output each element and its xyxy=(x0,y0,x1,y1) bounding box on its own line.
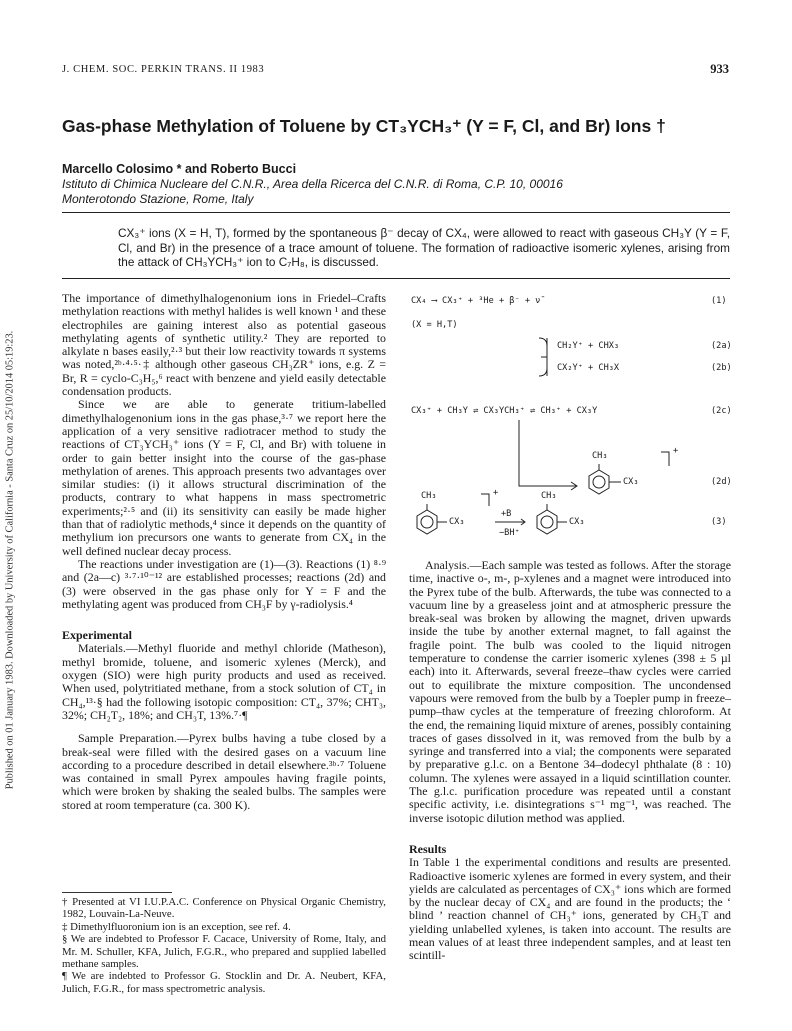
abstract: CX₃⁺ ions (X = H, T), formed by the spontaneous β⁻ decay of CX₄, were allowed to react with gaseous CH₃Y (Y = F, Cl, and Br) in the presence of a trace amount of toluene. The formation of radioactive isomeric xylenes, arising from the attack of CH₃YCH₃⁺ ion to C₇H₈, is discussed. xyxy=(118,226,730,269)
footnote-4: ¶ We are indebted to Professor G. Stocklin and Dr. A. Neubert, KFA, Julich, F.G.R., for mass spectrometric analysis. xyxy=(62,970,386,995)
journal-header: J. CHEM. SOC. PERKIN TRANS. II 1983 xyxy=(62,64,265,75)
reaction-scheme xyxy=(409,288,733,550)
results-heading: Results xyxy=(409,841,447,856)
equation-1-note: (X = H,T) xyxy=(411,320,458,330)
footnotes xyxy=(62,896,386,995)
analysis-paragraph: Analysis.—Each sample was tested as follows. After the storage time, inactive o-, m-, p-xylenes and a magnet were introduced into the Pyrex tube of the bulb. Afterwards, the tube was connected to a vacuum line by a greaseless joint and at atmospheric pressure the break-seal was broken by allowing the magnet, driven upwards inside the tube by another external magnet, to fall against the fragile point. The bulb was cooled to the liquid nitrogen temperature to condense the carrier isomeric xylenes (398 ± 5 µl each) into it. Afterwards, several freeze–thaw cycles were carried out to equilibrate the mixture composition. The uncondensed vapours were removed from the bulb by a Toepler pump in freeze–pump–thaw cycles at the temperature of freezing chloroform. At the end, the remaining liquid mixture of arenes, possibly containing traces of gases dissolved in it, was removed from the bulb by a syringe and transferred into a vial; the components were separated by preparative g.l.c. on a Bentone 34–dodecyl phthalate (8 : 10) column. The xylenes were assayed in a liquid scintillation counter. The g.l.c. purification procedure was repeated until a constant specific activity, i.e. disintegrations s⁻¹ mg⁻¹, was reached. The inverse isotopic dilution method was applied. xyxy=(409,558,731,825)
equation-2a-number: (2a) xyxy=(711,341,732,351)
eq3-plus: + xyxy=(493,488,499,498)
product-2d-ch3: CH₃ xyxy=(592,451,608,461)
footnote-rule xyxy=(62,892,172,893)
intro-paragraph-3: The reactions under investigation are (1)—(3). Reactions (1) ⁸·⁹ and (2a—c) ³·⁷·¹⁰⁻¹² are established processes; reactions (2d) and (3) were observed in the gas phase only for Y = F and the methylating agent was produced from CH₃F by γ-radiolysis.⁴ xyxy=(62,556,386,611)
equation-2b: CX₂Y⁺ + CH₃X xyxy=(557,363,620,373)
eq3-right-cx3: CX₃ xyxy=(569,517,585,527)
eq3-left-ch3: CH₃ xyxy=(421,491,437,501)
equation-2c: CX₃⁺ + CH₃Y ⇌ CX₃YCH₃⁺ ⇌ CH₃⁺ + CX₃Y xyxy=(411,406,598,416)
bottom-rule xyxy=(62,278,730,279)
intro-paragraph-1: The importance of dimethylhalogenonium ions in Friedel–Crafts methylation reactions with methyl halides is well known ¹ and these electrophiles are gaining interest also as potential gaseous methylating agents of synthetic utility.² They are reported to alkylate n bases easily,²·³ but their low reactivity towards π systems was noted,²ᵇ·⁴·⁵·‡ although other gaseous CH₃ZR⁺ ions, e.g. Z = Br, R = cyclo-C₃H₅,⁶ react with benzene and yield easily detectable condensation products. xyxy=(62,291,386,399)
affiliation-line-1: Istituto di Chimica Nucleare del C.N.R., Area della Ricerca del C.N.R. di Roma, C.P. 10, 00016 xyxy=(62,177,563,191)
download-sidebar xyxy=(4,120,16,1000)
product-2d-plus: + xyxy=(673,446,679,456)
equation-1: CX₄ ⟶ CX₃⁺ + ³He + β⁻ + ν̄ xyxy=(411,296,541,306)
eq3-left-cx3: CX₃ xyxy=(449,517,465,527)
eq3-right-ch3: CH₃ xyxy=(541,491,557,501)
affiliation xyxy=(62,177,563,207)
equation-2b-number: (2b) xyxy=(711,363,732,373)
equation-1-number: (1) xyxy=(711,296,727,306)
top-rule xyxy=(62,212,730,213)
footnote-1: † Presented at VI I.U.P.A.C. Conference on Physical Organic Chemistry, 1982, Louvain-La-Neuve. xyxy=(62,896,386,921)
sample-prep-paragraph: Sample Preparation.—Pyrex bulbs having a tube closed by a break-seal were filled with the desired gases on a vacuum line according to a procedure described in detail elsewhere.³ᵇ·⁷ Toluene was contained in small Pyrex ampoules having fragile points, which were broken by shaking the sealed bulbs. The samples were stored at room temperature (ca. 300 K). xyxy=(62,731,386,812)
authors: Marcello Colosimo * and Roberto Bucci xyxy=(62,162,297,176)
article-title: Gas-phase Methylation of Toluene by CT₃YCH₃⁺ (Y = F, Cl, and Br) Ions † xyxy=(62,116,666,136)
equation-3-number: (3) xyxy=(711,517,727,527)
left-column xyxy=(62,292,386,812)
scheme-lines xyxy=(409,288,733,550)
footnote-2: ‡ Dimethylfluoronium ion is an exception, see ref. 4. xyxy=(62,920,291,933)
experimental-heading: Experimental xyxy=(62,628,132,643)
equation-2d-number: (2d) xyxy=(711,477,732,487)
equation-2c-number: (2c) xyxy=(711,406,732,416)
product-2d-cx3: CX₃ xyxy=(623,477,639,487)
materials-paragraph: Materials.—Methyl fluoride and methyl chloride (Matheson), methyl bromide, toluene, and isomeric xylenes (Merck), and oxygen (SIO) were high purity products and used as received. When used, polytritiated methane, from a stock solution of CT₄ in CH₄,¹³·§ had the following isotopic composition: CT₄, 37%; CHT₃, 32%; CH₂T₂, 18%; and CH₃T, 13%.⁷·¶ xyxy=(62,641,386,722)
footnote-3: § We are indebted to Professor F. Cacace, University of Rome, Italy, and Mr. M. Schuller, KFA, Julich, F.G.R., who prepared and supplied labelled methane samples. xyxy=(62,933,386,971)
right-column xyxy=(409,559,731,963)
equation-2a: CH₂Y⁺ + CHX₃ xyxy=(557,341,620,351)
affiliation-line-2: Monterotondo Stazione, Rome, Italy xyxy=(62,192,254,206)
sidebar-text: Published on 01 January 1983. Downloaded by University of California - Santa Cruz on 25/10/2014 05:19:23. xyxy=(4,330,16,790)
results-paragraph: In Table 1 the experimental conditions and results are presented. Radioactive isomeric xylenes are formed in every system, and their yields are calculated as percentages of CX₃⁺ ions which are formed by the nuclear decay of CX₄ and are found in the products; the ‘ blind ’ reaction channel of CH₃⁺ ions, generated by CH₃T and yielding unlabelled xylenes, is taken into account. The results are mean values of at least three independent samples, and at least ten scintill- xyxy=(409,855,731,963)
intro-paragraph-2: Since we are able to generate tritium-labelled dimethylhalogenonium ions in the gas phase,³·⁷ we report here the application of a very sensitive radiotracer method to study the reactions of CT₃YCH₃⁺ ions (Y = F, Cl, and Br) with toluene in order to gain better insight into the course of the gas-phase methylation of arenes. This approach presents two advantages over similar studies: (i) it allows structural discrimination of the products, contrary to what happens in mass spectrometric experiments;²·⁵ and (ii) its sensitivity can easily be made higher than that of radiolytic methods,⁴ since it depends on the quantity of methylium ion precursors one wants to generate from CX₄ in the well defined nuclear decay process. xyxy=(62,397,386,558)
eq3-reagent: +B xyxy=(501,509,512,519)
page-number: 933 xyxy=(710,62,729,76)
eq3-byproduct: −BH⁺ xyxy=(499,528,520,538)
